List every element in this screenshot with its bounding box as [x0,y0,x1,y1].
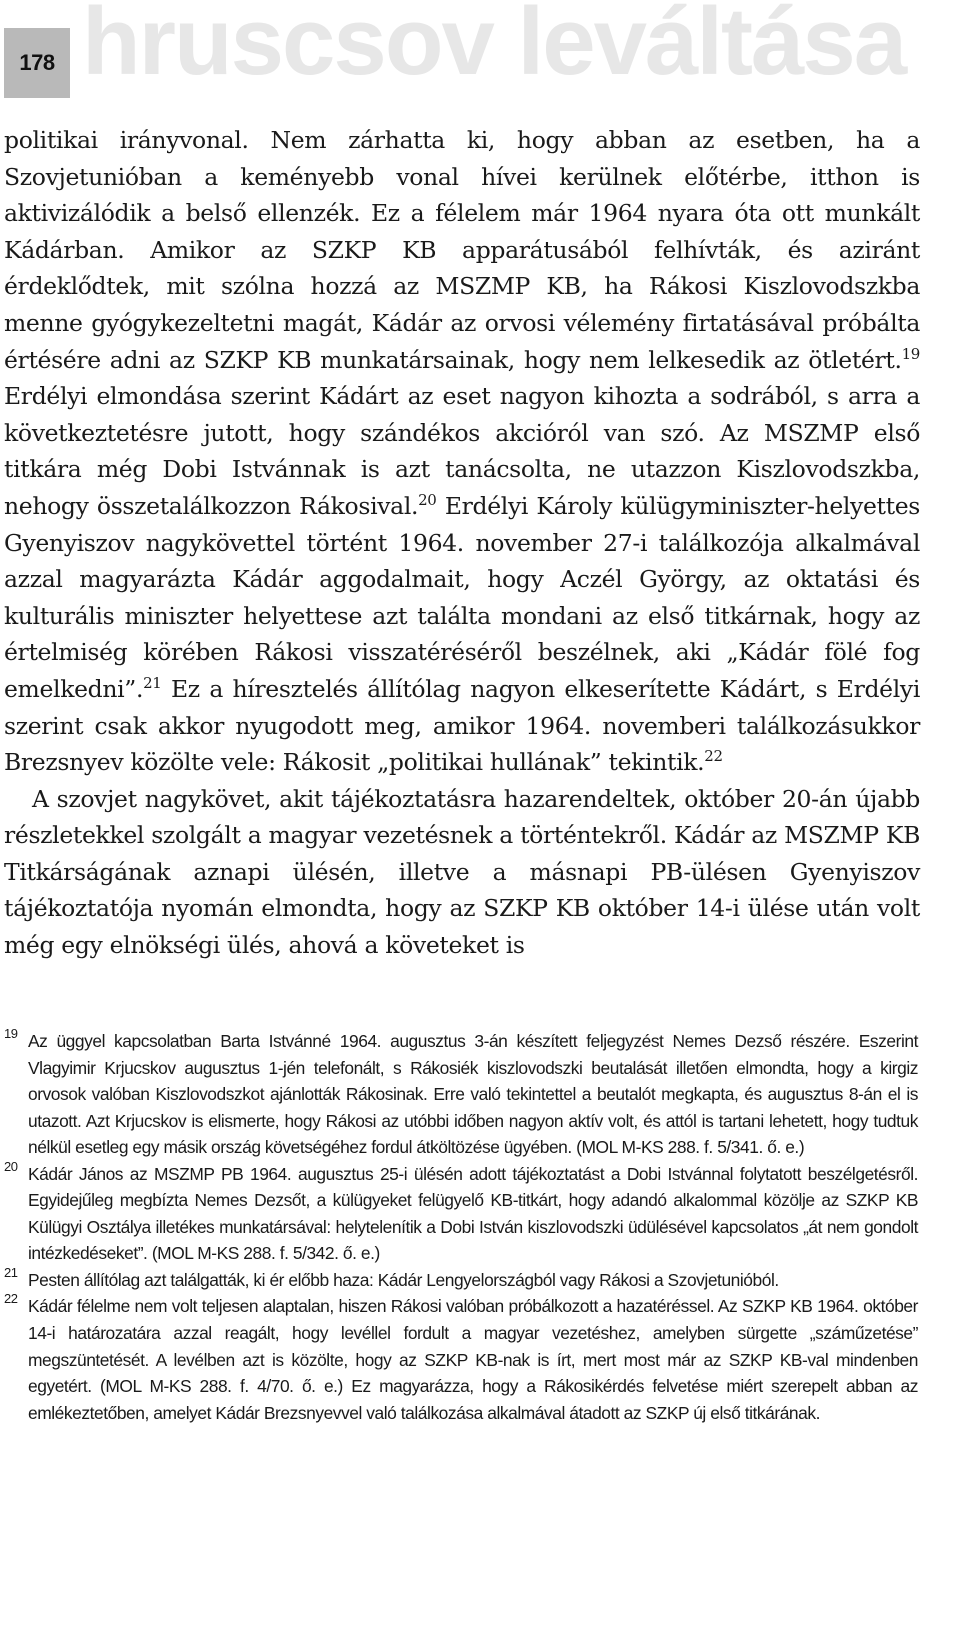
paragraph-1-text-4: Ez a híresztelés állítólag nagyon elkeserítette Kádárt, s Erdélyi szerint csak akkor nyugodott meg, amikor 1964. novemberi találkozásukkor Brezsnyev közölte vele: Rákosit „politikai hullának” tekintik. [4,674,920,777]
paragraph-1-text-2: Erdélyi elmondása szerint Kádárt az eset nagyon kihozta a sodrából, s arra a következtetésre jutott, hogy szándékos akcióról van szó. Az MSZMP első titkára még Dobi Istvánnak is azt tanácsolta, ne utazzon Kiszlovodszkba, nehogy összetalálkozzon Rákosival. [4,382,920,520]
footnote-number: 22 [4,1291,18,1307]
footnote-text: Az üggyel kapcsolatban Barta Istvánné 1964. augusztus 3-án készített feljegyzést Nemes Dezső részére. Eszerint Vlagyimir Krjucskov augusztus 1-jén telefonált, s Rákosiék kiszlovodszki beutalását illetően elmondta, hogy a kirgiz orvosok valóban Kiszlovodszkot ajánlották Rákosinak. Erre való tekintettel a beutalót megkapta, és augusztus 8-án el is utazott. Azt Krjucskov is elismerte, hogy Rákosi az utóbbi időben nagyon aktív volt, és attól is tartani lehetett, hogy tudtuk nélkül esetleg egy másik ország követségéhez fordul átköltözése ügyében. (MOL M-KS 288. f. 5/341. ő. e.) [28,1031,918,1158]
footnote-number: 19 [4,1026,18,1041]
footnote-ref-19: 19 [901,344,920,363]
footnote-ref-20: 20 [418,490,437,509]
paragraph-1-text-3: Erdélyi Károly külügyminiszter-helyettes Gyenyiszov nagykövettel történt 1964. november 27-i találkozója alkalmával azzal magyarázta Kádár aggodalmait, hogy Aczél György, az oktatási és kulturális miniszter helyettese azt találta mondani az első titkárnak, hogy az értelmiség körében Rákosi visszatéréséről beszélnek, aki „Kádár fölé fog emelkedni”. [4,491,920,703]
paragraph-1-text-1: politikai irányvonal. Nem zárhatta ki, hogy abban az esetben, ha a Szovjetunióban a keményebb vonal hívei kerülnek előtérbe, itthon is aktivizálódik a belső ellenzék. Ez a félelem már 1964 nyara óta ott munkált Kádárban. Amikor az SZKP KB apparátusából felhívták, és aziránt érdeklődtek, mit szólna hozzá az MSZMP KB, ha Rákosi Kiszlovodszkba menne gyógykezeltetni magát, Kádár az orvosi vélemény firtatásával próbálta értésére adni az SZKP KB munkatársainak, hogy nem lelkesedik az ötletért. [4,126,920,374]
paragraph-1 [4,122,920,781]
paragraph-2: A szovjet nagykövet, akit tájékoztatásra hazarendeltek, október 20-án újabb részletekkel szolgált a magyar vezetésnek a történtekről. Kádár az MSZMP KB Titkárságának aznapi ülésén, illetve a másnapi PB-ülésen Gyenyiszov tájékoztatója nyomán elmondta, hogy az SZKP KB október 14-i ülése után volt még egy elnökségi ülés, ahová a követeket is [4,784,920,960]
footnotes [4,1028,918,1426]
footnote-22 [4,1293,918,1426]
footnote-text: Pesten állítólag azt találgatták, ki ér előbb haza: Kádár Lengyelországból vagy Rákosi a Szovjetunióból. [28,1269,779,1290]
page-number: 178 [19,50,55,75]
footnote-ref-21: 21 [143,673,162,692]
page-number-box [4,28,70,98]
footnote-19 [4,1028,918,1161]
footnote-number: 20 [4,1158,18,1174]
running-title: hruscsov leváltása [82,0,906,95]
footnote-number: 21 [4,1264,18,1280]
footnote-text: Kádár félelme nem volt teljesen alaptalan, hiszen Rákosi valóban próbálkozott a hazatéréssel. Az SZKP KB 1964. október 14-i határozatára azzal reagált, hogy levéllel fordult a magyar vezetéshez, amelyben sürgette „száműzetése” megszüntetését. A levélben azt is közölte, hogy az SZKP KB-nak is írt, mert most már az SZKP KB-val mindenben egyetért. (MOL M-KS 288. f. 4/70. ő. e.) Ez magyarázza, hogy a Rákosikérdés felvetése miért szerepelt abban az emlékeztetőben, amelyet Kádár Brezsnyevvel való találkozása alkalmával átadott az SZKP új első titkárának. [28,1296,918,1423]
main-text [4,122,920,964]
footnote-20 [4,1158,918,1267]
footnote-ref-22: 22 [704,747,723,766]
footnote-text: Kádár János az MSZMP PB 1964. augusztus 25-i ülésén adott tájékoztatást a Dobi Istvánnal folytatott beszélgetésről. Egyidejűleg megbízta Nemes Dezsőt, a külügyeket felügyelő KB-titkárt, hogy adandó alkalommal közölje az SZKP KB Külügyi Osztálya illetékes munkatársával: helytelenítik a Dobi István kiszlovodszki üdülésével kapcsolatos „át nem gondolt intézkedéseket”. (MOL M-KS 288. f. 5/342. ő. e.) [28,1163,918,1264]
footnote-21 [4,1264,918,1294]
